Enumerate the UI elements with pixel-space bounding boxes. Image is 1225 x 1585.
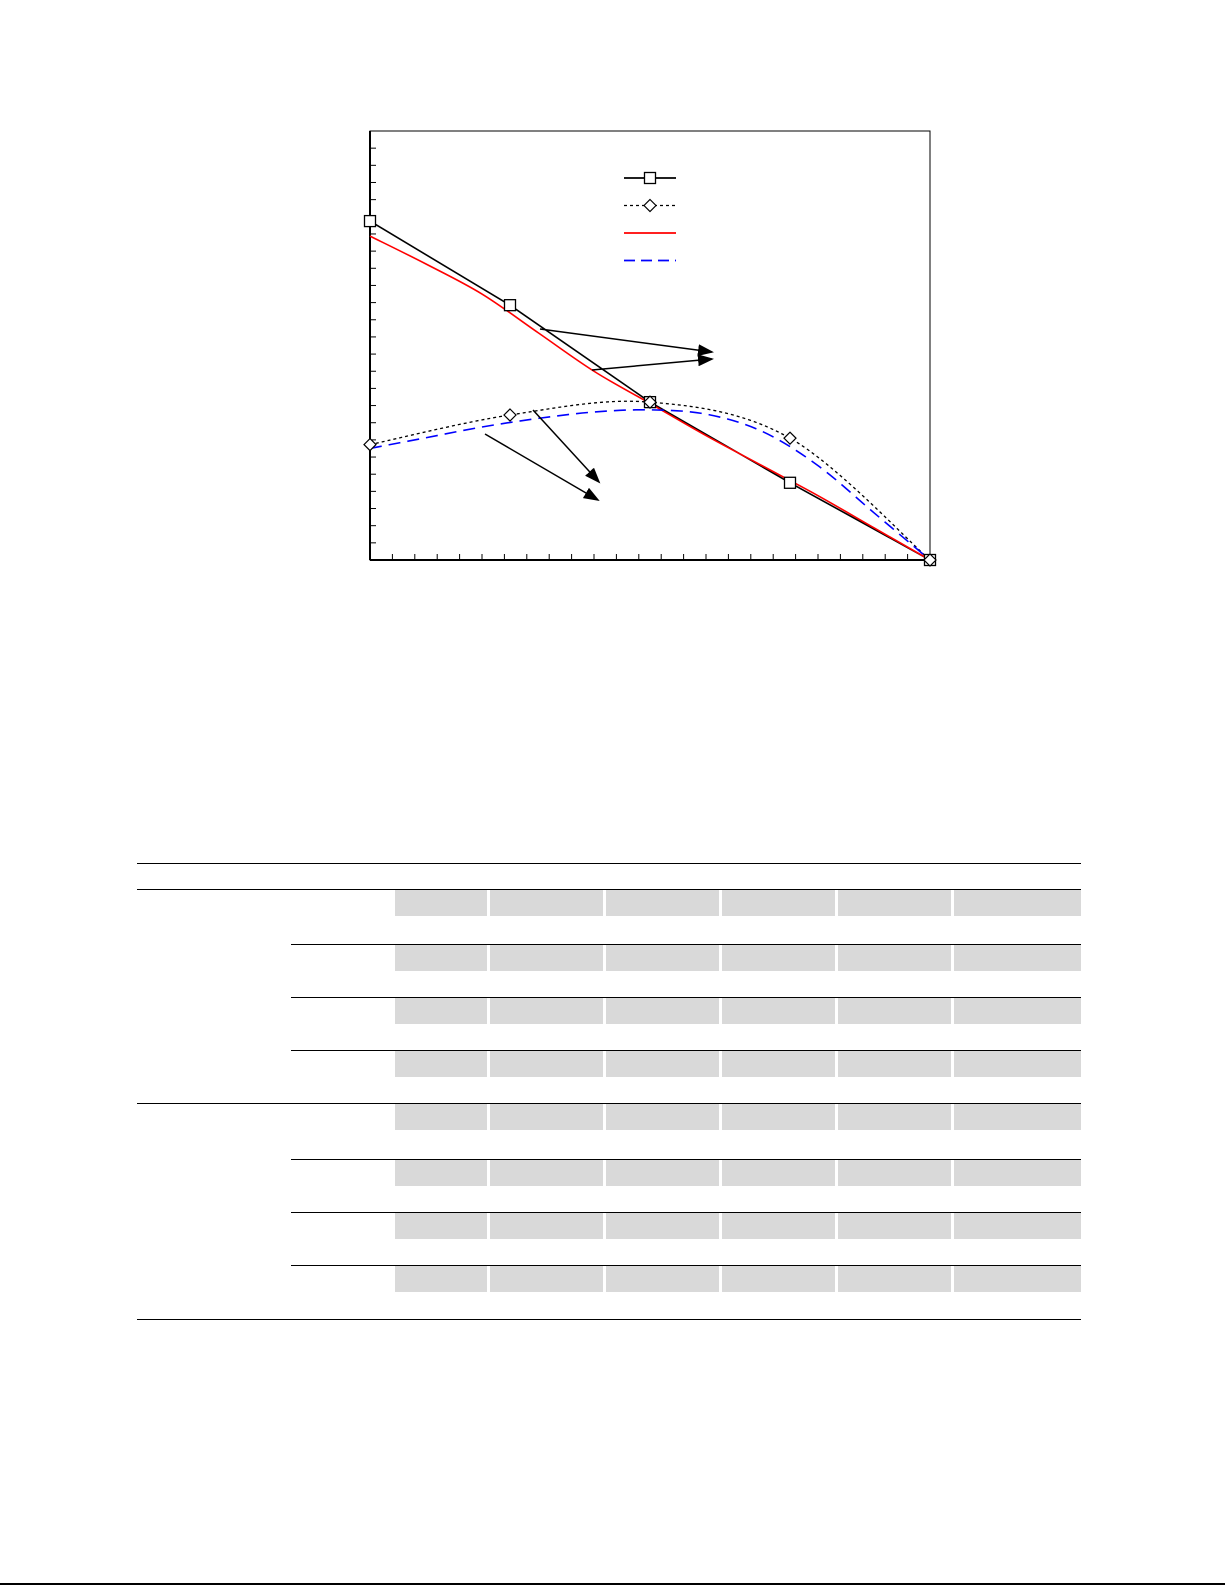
cell-gap bbox=[603, 890, 606, 916]
table-shaded-row bbox=[392, 998, 1081, 1024]
cell-gap bbox=[719, 945, 722, 971]
cell-gap bbox=[835, 1104, 838, 1130]
cell-gap bbox=[392, 1104, 395, 1130]
cell-gap bbox=[719, 1160, 722, 1186]
cell-gap bbox=[719, 890, 722, 916]
cell-gap bbox=[392, 1266, 395, 1292]
cell-gap bbox=[951, 1051, 954, 1077]
cell-gap bbox=[835, 998, 838, 1024]
table-shaded-row bbox=[392, 890, 1081, 916]
table-shaded-row bbox=[392, 1160, 1081, 1186]
cell-gap bbox=[835, 1213, 838, 1239]
cell-gap bbox=[487, 998, 490, 1024]
cell-gap bbox=[719, 1213, 722, 1239]
cell-gap bbox=[603, 1160, 606, 1186]
cell-gap bbox=[487, 1104, 490, 1130]
table-bottom-rule bbox=[137, 1319, 1081, 1320]
table-shaded-row bbox=[392, 1051, 1081, 1077]
cell-gap bbox=[719, 1051, 722, 1077]
cell-gap bbox=[392, 890, 395, 916]
cell-gap bbox=[835, 1051, 838, 1077]
cell-gap bbox=[835, 1266, 838, 1292]
cell-gap bbox=[603, 1213, 606, 1239]
cell-gap bbox=[603, 1266, 606, 1292]
cell-gap bbox=[951, 945, 954, 971]
table-shaded-row bbox=[392, 1104, 1081, 1130]
cell-gap bbox=[487, 1266, 490, 1292]
cell-gap bbox=[719, 998, 722, 1024]
cell-gap bbox=[835, 945, 838, 971]
cell-gap bbox=[951, 890, 954, 916]
data-table bbox=[137, 0, 1081, 1585]
cell-gap bbox=[951, 998, 954, 1024]
table-shaded-row bbox=[392, 1213, 1081, 1239]
cell-gap bbox=[603, 998, 606, 1024]
cell-gap bbox=[487, 945, 490, 971]
cell-gap bbox=[951, 1160, 954, 1186]
cell-gap bbox=[487, 1160, 490, 1186]
cell-gap bbox=[951, 1104, 954, 1130]
cell-gap bbox=[487, 890, 490, 916]
table-top-rule bbox=[137, 863, 1081, 864]
cell-gap bbox=[392, 1160, 395, 1186]
cell-gap bbox=[951, 1213, 954, 1239]
cell-gap bbox=[603, 945, 606, 971]
cell-gap bbox=[392, 1051, 395, 1077]
table-shaded-row bbox=[392, 1266, 1081, 1292]
cell-gap bbox=[392, 1213, 395, 1239]
cell-gap bbox=[719, 1104, 722, 1130]
cell-gap bbox=[835, 1160, 838, 1186]
table-shaded-row bbox=[392, 945, 1081, 971]
cell-gap bbox=[487, 1213, 490, 1239]
cell-gap bbox=[603, 1104, 606, 1130]
cell-gap bbox=[951, 1266, 954, 1292]
cell-gap bbox=[487, 1051, 490, 1077]
cell-gap bbox=[603, 1051, 606, 1077]
cell-gap bbox=[392, 945, 395, 971]
cell-gap bbox=[835, 890, 838, 916]
cell-gap bbox=[392, 998, 395, 1024]
cell-gap bbox=[719, 1266, 722, 1292]
